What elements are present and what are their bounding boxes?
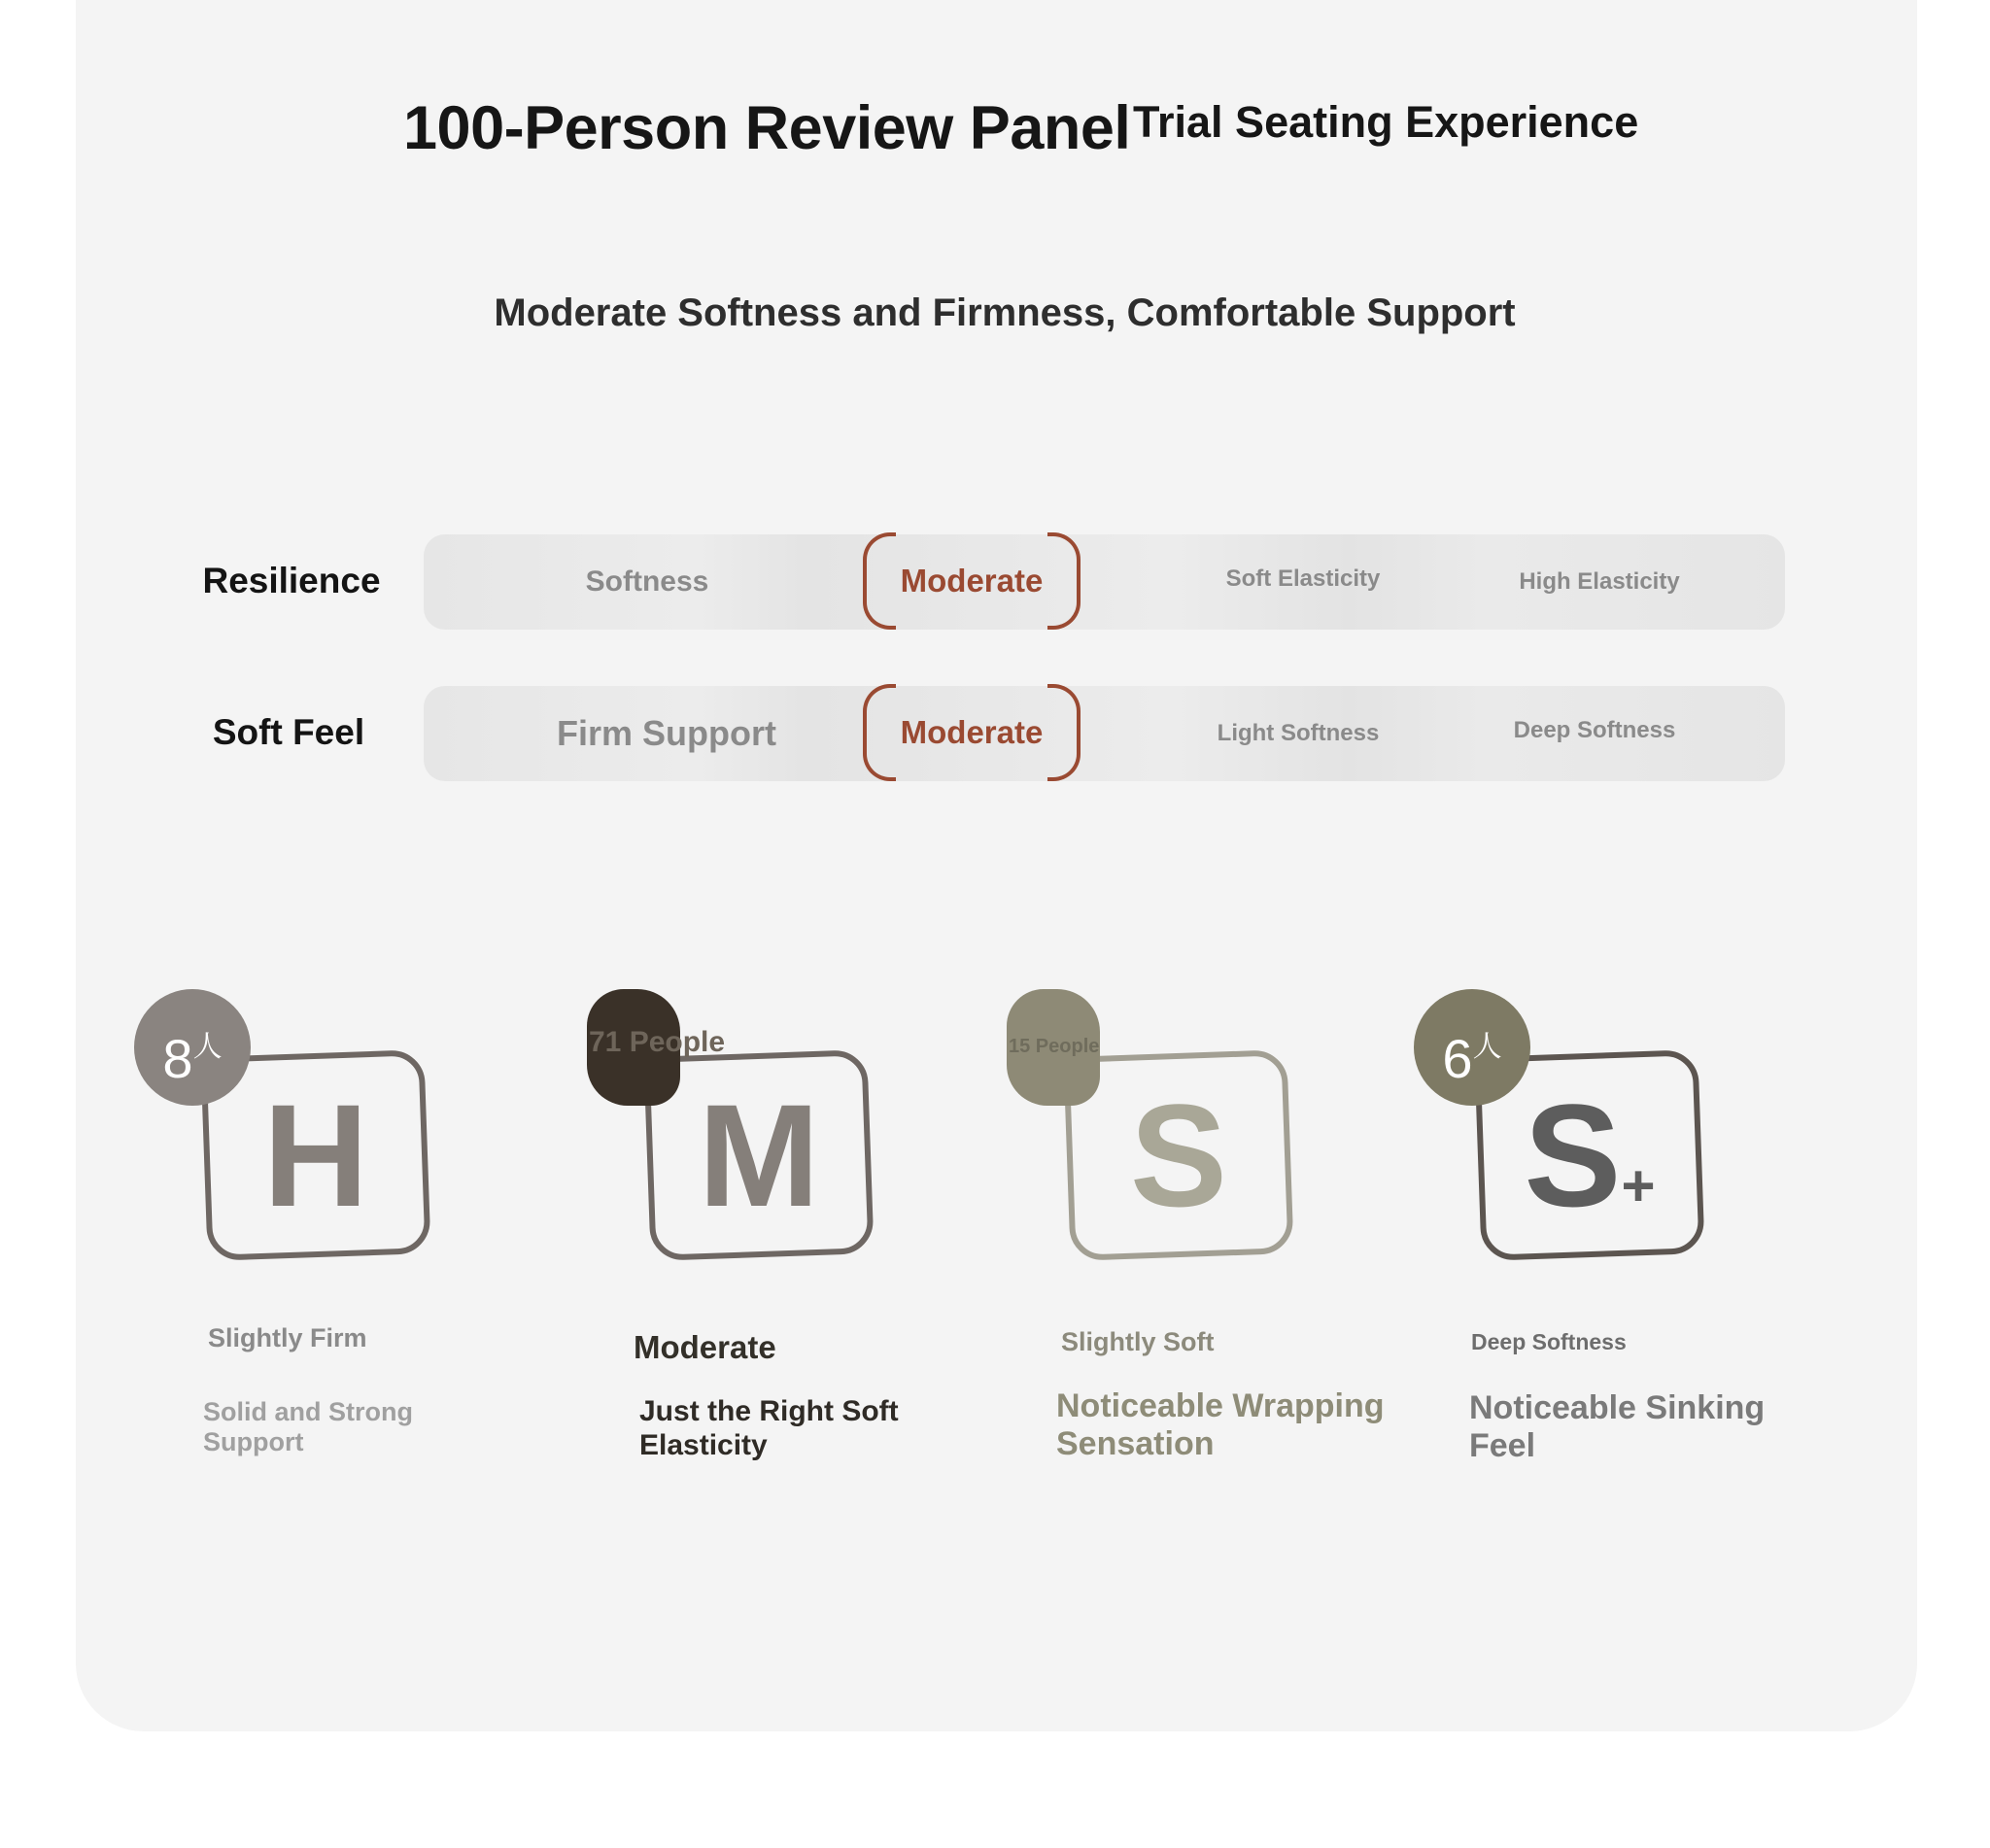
headline: Moderate Softness and Firmness, Comfortable Support [494, 291, 1516, 334]
page-subtitle: Trial Seating Experience [1133, 97, 1639, 147]
card-letter-main: S [1524, 1074, 1622, 1237]
page-title: 100-Person Review Panel [403, 94, 1131, 162]
card-h-title: Slightly Firm [208, 1323, 367, 1352]
card-h-description: Solid and Strong Support [203, 1397, 413, 1457]
firmness-card-h [134, 989, 426, 1281]
soft-feel-option-moderate: Moderate [900, 714, 1044, 750]
card-m-description: Just the Right Soft Elasticity [639, 1395, 899, 1461]
firmness-card-s-plus [1414, 989, 1705, 1281]
resilience-scale [424, 534, 1785, 630]
resilience-option-soft-elasticity: Soft Elasticity [1225, 565, 1381, 592]
card-splus-description: Noticeable Sinking Feel [1469, 1389, 1766, 1465]
content-panel [76, 0, 1917, 1731]
count-number: 6 [1442, 1028, 1473, 1089]
resilience-selected-indicator [863, 532, 1081, 630]
count-label: 15 People [1009, 1036, 1100, 1057]
count-number: 8 [162, 1028, 193, 1089]
card-s-title: Slightly Soft [1061, 1327, 1215, 1356]
row-label-soft-feel: Soft Feel [212, 712, 365, 752]
soft-feel-option-firm-support: Firm Support [557, 713, 776, 753]
count-badge [134, 989, 251, 1106]
count-unit: 人 [192, 1031, 223, 1063]
soft-feel-option-light-softness: Light Softness [1217, 720, 1380, 746]
count-badge [1007, 989, 1100, 1106]
soft-feel-option-deep-softness: Deep Softness [1513, 717, 1676, 743]
card-letter: S [1129, 1074, 1228, 1237]
card-letter-plus: + [1621, 1153, 1656, 1218]
soft-feel-selected-indicator [863, 684, 1081, 781]
card-s-description: Noticeable Wrapping Sensation [1056, 1387, 1385, 1463]
resilience-option-softness: Softness [585, 565, 709, 598]
count-badge [1414, 989, 1530, 1106]
count-badge [587, 989, 726, 1106]
resilience-option-high-elasticity: High Elasticity [1519, 568, 1680, 595]
soft-feel-scale [424, 686, 1785, 781]
card-splus-title: Deep Softness [1471, 1329, 1627, 1354]
count-label: 71 People [589, 1026, 726, 1058]
count-unit: 人 [1472, 1031, 1502, 1063]
firmness-card-m [587, 989, 878, 1281]
firmness-card-s [1007, 989, 1298, 1281]
card-letter: H [262, 1074, 369, 1237]
row-label-resilience: Resilience [202, 561, 381, 600]
card-letter: M [698, 1074, 820, 1237]
resilience-option-moderate: Moderate [900, 563, 1044, 599]
card-m-title: Moderate [634, 1329, 776, 1365]
